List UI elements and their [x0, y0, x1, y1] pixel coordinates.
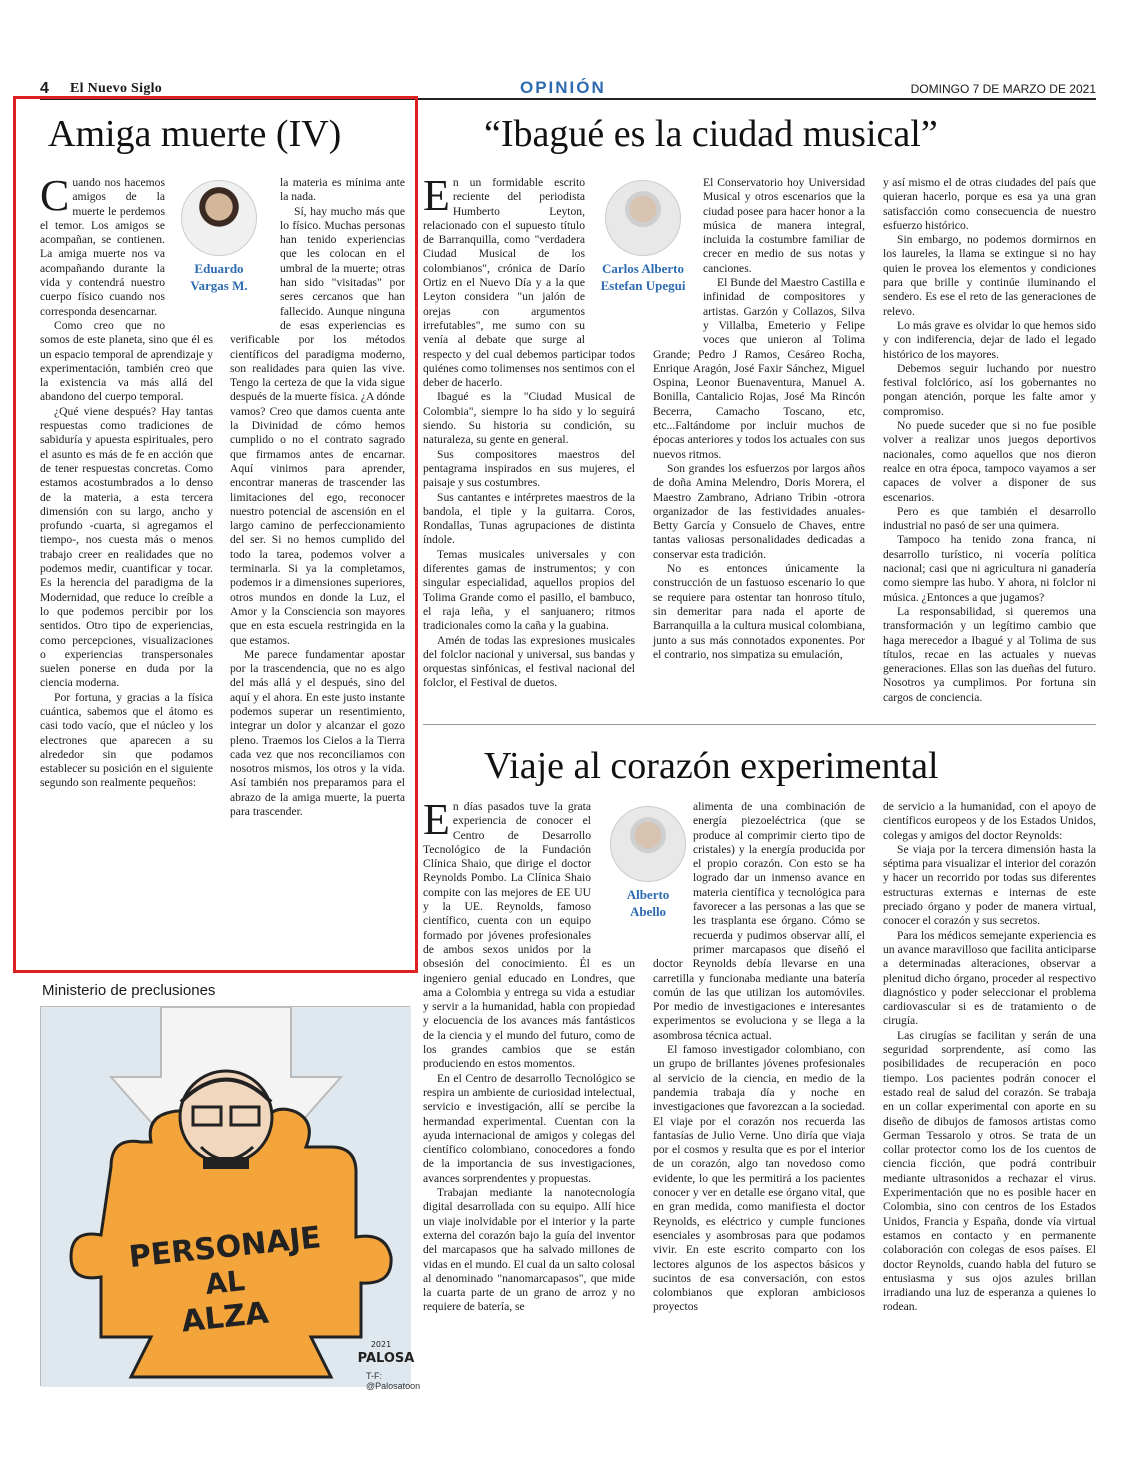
cartoon — [40, 1006, 421, 1391]
paragraph: Sus cantantes e intérpretes maestros de la bandola, el tiple y la guitarra. Coros, Rondallas, Tunas agrupaciones de distinta índole. — [423, 490, 635, 547]
author-name: Alberto Abello — [626, 887, 670, 919]
paragraph: Debemos seguir luchando por nuestro festival folclórico, así los gobernantes no pongan atención, porque les falte amor y compromiso. — [883, 361, 1096, 418]
article-column — [883, 800, 1096, 1385]
paragraph: No es entonces únicamente la construcción de un fastuoso escenario lo que se requiere para ostentar tan honroso título, sin demeritar para nada el aporte de Barranquilla a la cultura musical colombiana, junto a sus más connotados exponentes. Por el contrario, nos simpatiza su emulación, — [653, 562, 865, 661]
paragraph: Trabajan mediante la nanotecnología digital desarrollada con su equipo. Allí hice un viaje inolvidable por el interior y la parte externa del corazón bajo la guía del inventor del marcapasos que ha salvado millones de vidas en el mundo. El cual da un salto colosal al denominado "nanomarcapasos", que mide la cuarta parte de un grano de arroz y no requiere de batería, se — [423, 1186, 635, 1314]
paragraph: Son grandes los esfuerzos por largos años de doña Amina Melendro, Doris Morera, el Maestro Zambrano, Adriano Tribin -otrora organizador de las festividades anuales- Betty García y Consuelo de Chaves, entre tantas valiosas personalidades dedicadas a conservar esta tradición. — [653, 461, 865, 561]
author-name: Carlos Alberto Estefan Upegui — [600, 261, 686, 293]
cartoon-caption-2: AL — [203, 1264, 247, 1302]
paragraph: Sí, hay mucho más que lo físico. Muchas personas han tenido experiencias que les colocan en el umbral de la muerte; otras han sido "visitadas" por seres cercanos que han fallecido. Aunque ninguna de esas experiencias es verificable por los métodos científicos del paradigma moderno, son realidades para quien las vive. Tengo la certeza de que la vida sigue después de la muerte física. ¿A dónde vamos? Creo que damos cuenta ante la Divinidad de cómo hemos cumplido o no el contrato sagrado que firmamos antes de encarnar. Aquí vinimos para aprender, encontrar maneras de trascender las limitaciones del ego, reconocer nuestro potencial de ascensión en el largo camino de perfeccionamiento del ser. Si no hemos cumplido del todo la tarea, podemos volver a terminarla. Si ya la completamos, podemos ir a dimensiones superiores, otros mundos en donde la Luz, el Amor y la Consciencia son mayores que en esta escuela restringida en la que estamos. — [230, 204, 405, 647]
paragraph: No puede suceder que si no fue posible volver a realizar unos juegos deportivos nacionales, como aquellos que nos dieron realce en otra época, tampoco vayamos a ser capaces de volver a disponer de sus escenarios. — [883, 419, 1096, 504]
cartoon-title: Ministerio de preclusiones — [42, 982, 216, 999]
paragraph: Ibagué es la "Ciudad Musical de Colombia", siempre lo ha sido y lo seguirá siendo. Su historia su condición, su naturaleza, su gente en general. — [423, 390, 635, 447]
paragraph: En el Centro de desarrollo Tecnológico se respira un ambiente de curiosidad intelectual, servicio e investigación, allí se percibe la hermandad experimental. Cuentan con la ayuda internacional de amigos y colegas del científico colombiano, conocedores a fondo de la importancia de sus investigaciones, avances sorprendentes y propuestas. — [423, 1071, 635, 1185]
paragraph: Temas musicales universales y con diferentes gamas de instrumentos; y con singular especialidad, aquellos propios del Tolima Grande como el pasillo, el bambuco, el raja leña, y el sanjuanero; ritmos tradicionales como la caña y la guabina. — [423, 547, 635, 633]
paragraph: Tampoco ha tenido zona franca, ni desarrollo turístico, ni vocería política nacional; casi que ni agricultura ni ganadería como siempre las hubo. Y ahora, ni folclor ni música. ¿Entonces a que jugamos? — [883, 533, 1096, 604]
author-name: Eduardo Vargas M. — [190, 261, 248, 293]
paragraph: Me parece fundamentar apostar por la trascendencia, que no es algo del más allá y el después, sino del aquí y el ahora. En este justo instante podemos superar un resentimiento, integrar un dolor y alcanzar el gozo pleno. Traemos los Cielos a la Tierra cada vez que nos reconciliamos con nosotros mismos, los otros y la vida. Así también nos preparamos para el abrazo de la amiga muerte, la puerta para trascender. — [230, 647, 405, 819]
newspaper-name: El Nuevo Siglo — [70, 81, 163, 96]
paragraph: Lo más grave es olvidar lo que hemos sido y con indiferencia, dejar de lado el legado histórico de los mayores. — [883, 318, 1096, 361]
paragraph: Sin embargo, no podemos dormirnos en los laureles, la llama se extingue si no hay quien le provea los elementos y condiciones para que brille y continúe iluminando el sendero. Es ese el reto de las generaciones de relevo. — [883, 233, 1096, 318]
paragraph: n días pasados tuve la grata experiencia de conocer el Centro de Desarrollo Tecnológico de la Fundación Clínica Shaio, que dirige el doctor Reynolds Pombo. La Clínica Shaio compite con las mejores de EE UU y la UE. Reynolds, famoso científico, cuenta con un equipo formado por jóvenes profesionales de ambos sexos unidos por la obsesión del conocimiento. Él es un ingeniero genial educado en Londres, que ama a Colombia y entrega su vida a estudiar y servir a la humanidad, habla con propiedad y elocuencia de los avances más fantásticos de la ciencia y el mundo del futuro, como de los grandes cambios que se están produciendo en estos momentos. — [423, 800, 635, 1071]
paragraph: Por fortuna, y gracias a la física cuántica, sabemos que el átomo es casi todo vacío, que el núcleo y los electrones que aparecen a su alrededor sin que podamos establecer su posición en el siguiente segundo son realmente pequeños: — [40, 690, 213, 790]
section-divider — [423, 724, 1096, 725]
section-name: OPINIÓN — [520, 78, 606, 97]
paragraph: uando nos hacemos amigos de la muerte le perdemos el temor. Los amigos se acompañan, se contienen. La amiga muerte nos va acompañando durante la vida y contendrá nuestro cuerpo físico cuando nos corresponda desencarnar. — [40, 176, 165, 318]
paragraph: y así mismo el de otras ciudades del país que quieran hacerlo, porque es esa ya una gran satisfacción como consecuencia de nuestro esfuerzo histórico. — [883, 176, 1096, 232]
paragraph: la materia es mínima ante la nada. — [280, 176, 405, 204]
article-column — [423, 795, 635, 1385]
article-title: “Ibagué es la ciudad musical” — [484, 113, 938, 155]
paragraph: El famoso investigador colombiano, con un grupo de brillantes jóvenes profesionales al servicio de la ciencia, en medio de la pandemia trabaja día y noche en investigaciones que favorezcan a la sociedad. El viaje por el corazón nos recuerda las fantasías de Julio Verne. Uno diría que viaja por el cosmos y resulta que es por el interior de un corazón, algo tan novedoso como evidente, lo que les permitirá a los pacientes conocer y ver en detalle ese órgano vital, que en gran medida, como manifiesta el doctor Reynolds, es eléctrico y cumple funciones esenciales y asombrosas para que podamos vivir. En este escrito comparto con los lectores algunos de los aspectos básicos y sucintos de esa conversación, con estos colombianos que exploran ambiciosos proyectos — [653, 1043, 865, 1314]
paragraph: Las cirugías se facilitan y serán de una seguridad sorprendente, así como las posibilidades de recuperación en poco tiempo. Los pacientes podrán conocer el estado real de salud del corazón. Se trabaja en un collar experimental con aporte en su diseño de dibujos de famosos artistas como German Tessarolo y otros. Se trata de un collar protector como los de los cuentos de ciencia ficción, que podrá contribuir mediante ultrasonidos a rechazar el virus. Experimentación que no es posible hacer en Colombia, sino con centros de los Estados Unidos, Francia y España, donde vía virtual estamos en contacto y en permanente colaboración con colegas de esos países. El doctor Reynolds, cuando habla del futuro se entusiasma y sus ojos azules brillan irradiando una luz de esperanza a quienes lo rodean. — [883, 1028, 1096, 1314]
paragraph: n un formidable escrito reciente del periodista Humberto Leyton, relacionado con el supuesto título de Barranquilla, como "verdadera Ciudad Musical de los colombianos", crónica de Darío Ortiz en el Nuevo Día y a la que Leyton considera "un jalón de orejas con argumentos irrefutables", me sumo con su venía al debate que surge al respecto y del cual debemos participar todos quiénes como tolimenses nos sentimos con el deber de hacerlo. — [423, 176, 635, 390]
paragraph: Pero es que también el desarrollo industrial no pasó de ser una quimera. — [883, 504, 1096, 533]
cartoon-caption-3: ALZA — [179, 1295, 271, 1340]
article-column — [230, 176, 405, 960]
drop-cap: C — [40, 171, 70, 220]
paragraph: Como creo que no somos de este planeta, sino que él es un espacio temporal de aprendizaje y experimentación, también creo que la existencia va más allá del abandono del cuerpo temporal. — [40, 318, 213, 404]
article-column — [653, 800, 865, 1385]
paragraph: ¿Qué viene después? Hay tantas respuestas como tradiciones de sabiduría y apuesta espirituales, pero el asunto es más de fe en acción que de tener respuestas concretas. Como estamos acostumbrados a lo denso de la materia, a esta tercera dimensión con su largo, ancho y profundo -cuarta, si agregamos el tiempo-, nos cuesta más o menos trabajo creer en realidades que no podemos medir, cuantificar y tocar. Es la herencia del paradigma de la Modernidad, que reduce lo creíble a lo que podemos percibir por los sentidos. Otro tipo de experiencias, como percepciones, visualizaciones o experiencias transpersonales suelen ponerse en duda por la ciencia moderna. — [40, 404, 213, 690]
paragraph: El Conservatorio hoy Universidad Musical y otros escenarios que la ciudad posee para hacer honor a la música de manera integral, incluida la costumbre familiar de crecer en medio de sus notas y canciones. — [703, 176, 865, 275]
cartoon-drawing — [41, 1007, 415, 1387]
cartoon-caption-1: PERSONAJE — [127, 1220, 323, 1276]
issue-date: DOMINGO 7 DE MARZO DE 2021 — [910, 82, 1096, 96]
paragraph: La responsabilidad, si queremos una transformación y un legítimo cambio que haga merecedor a Ibagué y al Tolima de sus títulos, recae en las actuales y nuevas generaciones. Ellas son las dueñas del futuro. Nosotros ya cumplimos. Por fortuna sin cargos de conciencia. — [883, 604, 1096, 704]
cartoon-credit: T-F: @Palosatoon — [366, 1371, 421, 1391]
article-column — [40, 171, 213, 960]
paragraph: Para los médicos semejante experiencia es un avance maravilloso que facilita anticiparse a determinadas alteraciones, observar a plenitud dicho órgano, proceder al respectivo diagnóstico y poder seleccionar el problema cardiovascular si es de tratamiento o de cirugía. — [883, 928, 1096, 1028]
page-number: 4 — [40, 80, 49, 97]
article-title: Viaje al corazón experimental — [484, 745, 939, 787]
paragraph: Se viaja por la tercera dimensión hasta la séptima para visualizar el interior del corazón y hacer un recorrido por todas sus diferentes estructuras externas e internas de este preciado órgano y poder de manera virtual, conocer el corazón y sus secretos. — [883, 842, 1096, 928]
article-title: Amiga muerte (IV) — [48, 113, 342, 155]
paragraph: El Bunde del Maestro Castilla e infinidad de compositores y artistas. Garzón y Collazos, Silva y Villalba, Emeterio y Felipe voces que unieron al Tolima Grande; Pedro J Ramos, Cesáreo Rocha, Enrique Aragón, José Faxir Sánchez, Miguel Ospina, Leonor Buenaventura, Manuel A. Bonilla, Cantalicio Rojas, José Ma Rincón Becerra, Camacho Toscano, etc, etc...Faltándome por incluir muchos de épocas anteriores y todos los actuales con sus nuevos ritmos. — [653, 276, 865, 461]
drop-cap: E — [423, 171, 450, 220]
cartoon-year: 2021 — [370, 1340, 392, 1349]
cartoon-signature: PALOSA — [357, 1351, 415, 1366]
article-column — [423, 171, 635, 711]
paragraph: Amén de todas las expresiones musicales del folclor nacional y universal, sus bandas y orquestas sinfónicas, el festival nacional del folclor, el Festival de duetos. — [423, 633, 635, 690]
paragraph: Sus compositores maestros del pentagrama inspirados en sus mujeres, el paisaje y sus costumbres. — [423, 447, 635, 490]
article-column — [653, 176, 865, 711]
drop-cap: E — [423, 795, 450, 844]
paragraph: de servicio a la humanidad, con el apoyo de científicos europeos y de los Estados Unidos, colegas y amigos del doctor Reynolds: — [883, 800, 1096, 842]
article-column — [883, 176, 1096, 711]
paragraph: alimenta de una combinación de energía piezoeléctrica (que se produce al comprimir cierto tipo de cristales) y la energía producida por el propio corazón. Con esto se ha logrado dar un inmenso avance en materia científica y tecnológica para favorecer a las personas a las que se les trasplanta ese órgano. Cómo se recuerda y pudimos observar allí, el primer marcapasos que diseñó el doctor Reynolds debía llevarse en una carretilla y funcionaba mediante una batería común de las que utilizan los automóviles. Por medio de investigaciones e interesantes experimentos se evoluciona y se llega a la asombrosa técnica actual. — [653, 800, 865, 1042]
